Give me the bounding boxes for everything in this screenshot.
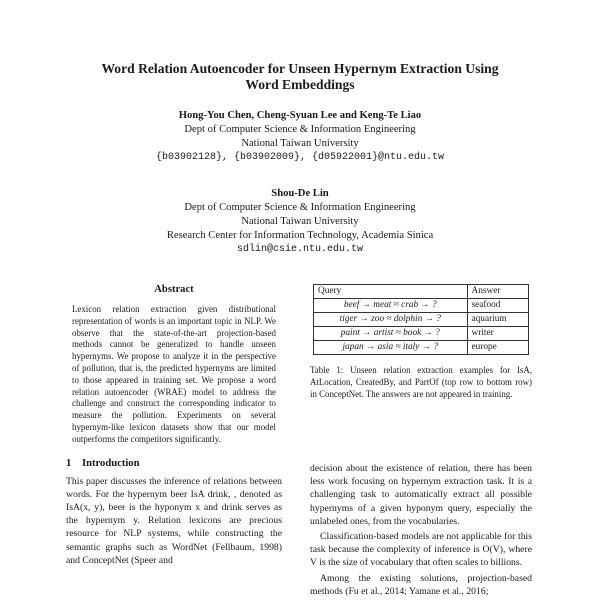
author-names-2: Shou-De Lin	[271, 188, 329, 199]
table-header-row	[314, 285, 529, 299]
affiliation-center-2: Research Center for Information Technology, Academia Sinica	[166, 230, 434, 241]
table-cell-answer: europe	[467, 341, 528, 355]
table-cell-query: tiger → zoo ≈ dolphin → ?	[314, 313, 468, 327]
section-number: 1	[66, 457, 72, 469]
intro-paragraph: This paper discusses the inference of relations between words. For the hypernym beer IsA drink, , denoted as IsA(x, y), beer is the hyponym x and drink serves as the hypernym y. Relation lexicons are precious resource for NLP systems, while constructing the semantic graphs such as WordNet (Fellbaum, 1998) and ConceptNet (Speer and	[66, 475, 282, 566]
table-caption: Table 1: Unseen relation extraction examples for IsA, AtLocation, CreatedBy, and PartOf (top row to bottom row) in ConceptNet. The answers are not appeared in training.	[310, 365, 532, 399]
table-cell-answer: aquarium	[467, 313, 528, 327]
affiliation-dept-2: Dept of Computer Science & Information Engineering	[184, 202, 416, 213]
table-row	[314, 341, 529, 355]
table-cell-query: beef → meat ≈ crab → ?	[314, 299, 468, 313]
affiliation-dept-1: Dept of Computer Science & Information Engineering	[184, 124, 416, 135]
section-heading-introduction	[66, 458, 282, 469]
title-line-1: Word Relation Autoencoder for Unseen Hypernym Extraction Using	[101, 61, 499, 76]
table-header-answer: Answer	[467, 285, 528, 299]
right-paragraph-2: Classification-based models are not applicable for this task because the complexity of inference is O(V), where V is the size of vocabulary that often scales to billions.	[310, 531, 532, 569]
table-cell-query: paint → artist ≈ book → ?	[314, 327, 468, 341]
table-row	[314, 327, 529, 341]
author-names-1: Hong-You Chen, Cheng-Syuan Lee and Keng-Te Liao	[178, 110, 422, 121]
affiliation-univ-2: National Taiwan University	[241, 216, 359, 227]
author-email-1: {b03902128}, {b03902009}, {d05922001}@ntu.edu.tw	[155, 152, 445, 163]
table-cell-answer: writer	[467, 327, 528, 341]
author-block-2	[40, 187, 560, 257]
abstract-text: Lexicon relation extraction given distributional representation of words is an important topic in NLP. We observe that the state-of-the-art projection-based methods cannot be generalized to handle unseen hypernyms. We propose to analyze it in the perspective of pollution, that is, the predicted hypernyms are limited to those appeared in training set. We propose a word relation autoencoder (WRAE) model to address the challenge and construct the corresponding indicator to measure the pollution. Experiments on several hypernym-like lexicon datasets show that our model outperforms the competitors significantly.	[72, 304, 276, 444]
affiliation-univ-1: National Taiwan University	[241, 138, 359, 149]
right-paragraph-3: Among the existing solutions, projection-based methods (Fu et al., 2014; Yamane et al., 2016;	[310, 572, 532, 597]
table-row	[314, 313, 529, 327]
table-cell-query: japan → asia ≈ italy → ?	[314, 341, 468, 355]
paper-title	[60, 61, 540, 93]
title-line-2: Word Embeddings	[245, 77, 355, 92]
table-row	[314, 299, 529, 313]
table-header-query: Query	[314, 285, 468, 299]
author-email-2: sdlin@csie.ntu.edu.tw	[236, 244, 364, 255]
abstract-heading: Abstract	[154, 284, 194, 295]
right-column-top	[310, 284, 532, 409]
author-block-1	[40, 109, 560, 165]
right-paragraph-1: decision about the existence of relation, there has been less work focusing on hypernym extraction task. It is a challenging task to automatically extract all possible hypernyms of a given hyponym query, especially the unlabeled ones, from the vocabularies.	[310, 463, 532, 527]
relation-examples-table	[313, 284, 529, 355]
section-title: Introduction	[82, 457, 140, 469]
left-column	[66, 284, 282, 567]
right-column-body	[310, 462, 532, 598]
table-cell-answer: seafood	[467, 299, 528, 313]
